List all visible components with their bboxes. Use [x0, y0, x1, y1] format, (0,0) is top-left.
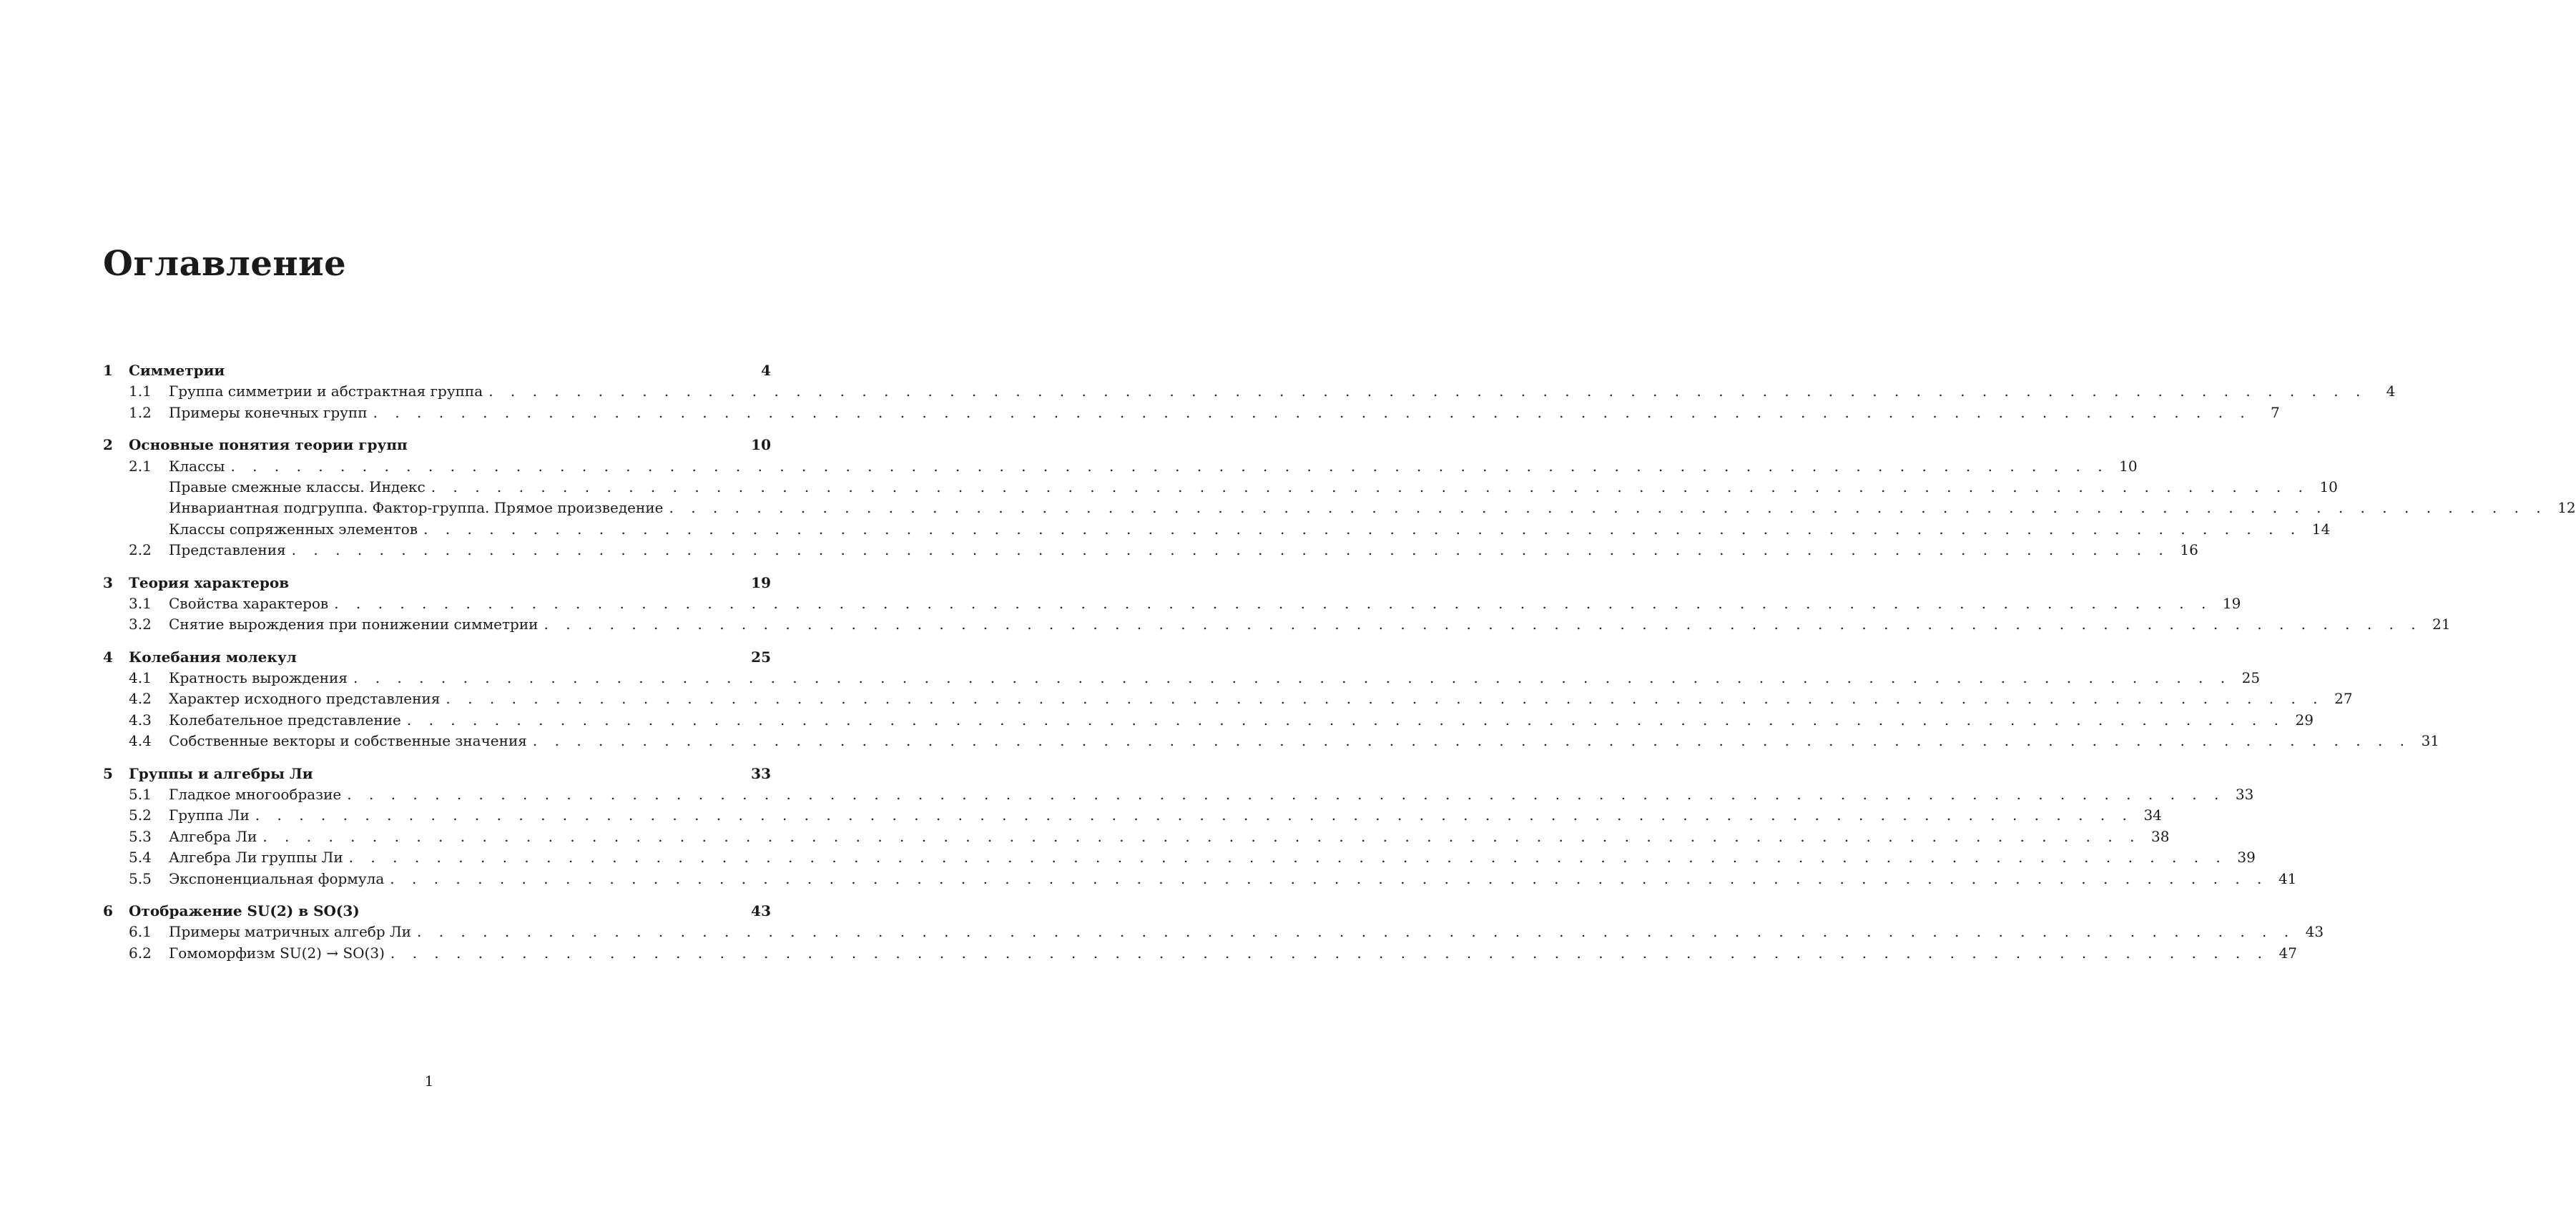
chapter-title: Группы и алгебры Ли [129, 764, 313, 782]
section-number: 3.2 [129, 616, 152, 633]
toc-chapter-row[interactable] [103, 765, 771, 786]
section-number: 5.1 [129, 786, 152, 804]
dot-leader [401, 711, 2292, 729]
toc-chapter-row[interactable] [103, 436, 771, 457]
section-title: Гомоморфизм SU(2) → SO(3) [169, 944, 385, 962]
section-number: 4.4 [129, 732, 152, 750]
toc-entry-row[interactable] [103, 520, 2331, 541]
toc-chapter-row[interactable] [103, 902, 771, 923]
toc-entry-row[interactable] [103, 690, 2353, 711]
section-number: 4.3 [129, 711, 152, 729]
section-title: Гладкое многообразие [169, 786, 342, 804]
toc-entry-row[interactable] [103, 711, 2314, 732]
toc-entry-row[interactable] [103, 383, 2396, 403]
toc-entry-row[interactable] [103, 499, 2576, 520]
section-page: 47 [2278, 944, 2297, 962]
section-page: 43 [2305, 923, 2324, 941]
toc-entry-row[interactable] [103, 541, 2198, 562]
section-page: 10 [2319, 478, 2338, 495]
toc-entry-row[interactable] [103, 806, 2162, 827]
dot-leader [341, 786, 2232, 803]
section-title: Классы сопряженных элементов [169, 520, 418, 538]
chapter-number: 4 [103, 648, 113, 666]
dot-leader [368, 404, 2258, 421]
chapter-number: 2 [103, 436, 113, 454]
chapter-page: 43 [751, 902, 771, 919]
toc-chapter-row[interactable] [103, 574, 771, 595]
section-title: Колебательное представление [169, 711, 401, 729]
chapter-number: 5 [103, 764, 113, 782]
toc-entry-row[interactable] [103, 923, 2324, 944]
toc-entry-row[interactable] [103, 827, 2170, 849]
section-title: Группа симметрии и абстрактная группа [169, 383, 483, 400]
toc-chapter [103, 902, 2324, 965]
toc-entry-row[interactable] [103, 786, 2254, 806]
section-number: 2.1 [129, 457, 152, 475]
section-title: Примеры конечных групп [169, 403, 368, 421]
chapter-number: 3 [103, 573, 113, 591]
section-page: 25 [2241, 669, 2261, 687]
toc-entry-row[interactable] [103, 732, 2440, 753]
section-number: 4.2 [129, 690, 152, 708]
chapter-title: Теория характеров [129, 573, 290, 591]
section-number: 5.2 [129, 806, 152, 824]
section-title: Экспоненциальная формула [169, 869, 385, 887]
chapter-page: 33 [751, 764, 771, 782]
section-number: 2.2 [129, 541, 152, 559]
toc-entry-row[interactable] [103, 403, 2280, 425]
section-title: Алгебра Ли группы Ли [169, 849, 343, 867]
section-number: 3.1 [129, 594, 152, 612]
section-title: Собственные векторы и собственные значения [169, 732, 527, 750]
section-page: 27 [2334, 690, 2353, 708]
section-title: Характер исходного представления [169, 690, 441, 708]
chapter-title: Отображение SU(2) в SO(3) [129, 902, 360, 919]
toc-entry-row[interactable] [103, 944, 2297, 965]
section-page: 16 [2180, 541, 2198, 559]
section-number: 1.1 [129, 383, 152, 400]
dot-leader [483, 383, 2374, 400]
section-title: Алгебра Ли [169, 827, 257, 845]
section-number: 1.2 [129, 403, 152, 421]
chapter-page: 10 [751, 436, 771, 454]
dot-leader [328, 595, 2219, 612]
section-number: 5.4 [129, 849, 152, 867]
dot-leader [257, 828, 2148, 845]
dot-leader [384, 870, 2275, 887]
section-number: 5.5 [129, 869, 152, 887]
table-of-contents [103, 362, 2576, 977]
section-page: 41 [2278, 869, 2297, 887]
dot-leader [426, 478, 2316, 495]
toc-chapter-row[interactable] [103, 648, 771, 669]
section-title: Инвариантная подгруппа. Фактор-группа. Прямое произведение [169, 499, 664, 517]
section-page: 19 [2222, 594, 2241, 612]
toc-entry-row[interactable] [103, 669, 2261, 690]
section-number: 6.1 [129, 923, 152, 941]
dot-leader [418, 520, 2309, 538]
section-number: 6.2 [129, 944, 152, 962]
section-page: 12 [2557, 499, 2576, 517]
toc-entry-row[interactable] [103, 869, 2297, 891]
section-title: Классы [169, 457, 225, 475]
section-title: Свойства характеров [169, 594, 329, 612]
toc-chapter [103, 648, 2440, 754]
section-title: Представления [169, 541, 286, 559]
dot-leader [385, 944, 2276, 962]
toc-chapter [103, 573, 2451, 637]
section-page: 38 [2150, 827, 2170, 845]
section-page: 4 [2386, 383, 2396, 400]
dot-leader [664, 499, 2555, 516]
chapter-page: 19 [751, 573, 771, 591]
section-page: 10 [2119, 457, 2138, 475]
toc-entry-row[interactable] [103, 478, 2338, 499]
section-title: Кратность вырождения [169, 669, 348, 687]
chapter-title: Симметрии [129, 362, 225, 379]
section-title: Правые смежные классы. Индекс [169, 478, 426, 495]
section-number: 4.1 [129, 669, 152, 687]
dot-leader [411, 923, 2302, 940]
toc-entry-row[interactable] [103, 849, 2256, 869]
chapter-page: 25 [751, 648, 771, 666]
chapter-number: 6 [103, 902, 113, 919]
chapter-title: Основные понятия теории групп [129, 436, 408, 454]
chapter-title: Колебания молекул [129, 648, 297, 666]
section-page: 21 [2432, 616, 2451, 633]
dot-leader [538, 616, 2429, 633]
section-page: 31 [2421, 732, 2440, 750]
section-title: Снятие вырождения при понижении симметрии [169, 616, 539, 633]
dot-leader [527, 732, 2418, 749]
section-page: 33 [2235, 786, 2254, 804]
section-page: 39 [2237, 849, 2256, 867]
chapter-number: 1 [103, 362, 113, 379]
section-page: 7 [2270, 403, 2280, 421]
chapter-page: 4 [761, 362, 771, 379]
toc-entry-row[interactable] [103, 457, 2138, 478]
section-page: 14 [2311, 520, 2331, 538]
toc-entry-row[interactable] [103, 616, 2451, 636]
section-page: 34 [2143, 806, 2162, 824]
section-title: Примеры матричных алгебр Ли [169, 923, 411, 941]
section-number: 5.3 [129, 827, 152, 845]
dot-leader [250, 806, 2140, 824]
dot-leader [343, 849, 2234, 866]
dot-leader [225, 458, 2115, 475]
dot-leader [286, 541, 2177, 558]
page-number: 1 [424, 1072, 434, 1090]
section-page: 29 [2295, 711, 2314, 729]
toc-entry-row[interactable] [103, 594, 2241, 616]
toc-chapter [103, 362, 2396, 425]
section-title: Группа Ли [169, 806, 250, 824]
toc-chapter-row[interactable] [103, 362, 771, 383]
dot-leader [348, 669, 2238, 686]
dot-leader [440, 690, 2331, 707]
toc-chapter [103, 764, 2297, 891]
toc-heading: Оглавление [103, 244, 347, 284]
toc-chapter [103, 436, 2576, 562]
